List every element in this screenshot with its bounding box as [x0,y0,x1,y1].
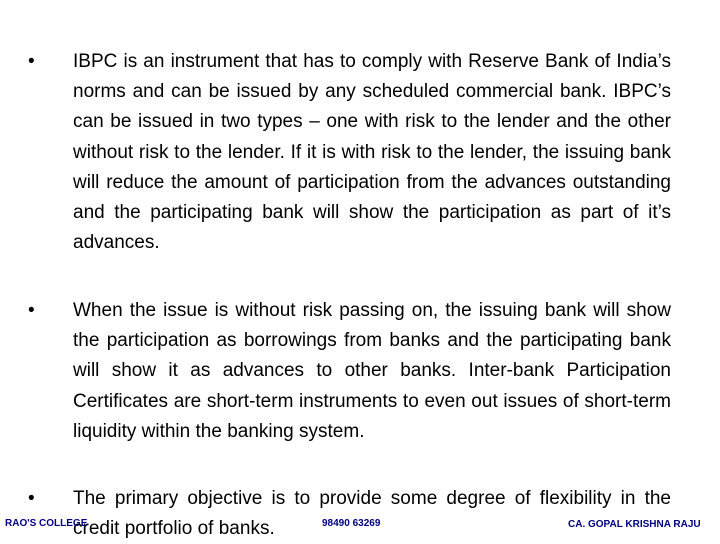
footer-college-name: RAO'S COLLEGE [5,518,88,529]
bullet-text: IBPC is an instrument that has to comply with Reserve Bank of India’s norms and can be issued by any scheduled commercial bank. IBPC’s can be issued in two types – one with risk to the lender and the other without risk to the lender. If it is with risk to the lender, the issuing bank will reduce the amount of participation from the advances outstanding and the participating bank will show the participation as part of it’s advances. [73,51,671,254]
footer-phone-number: 98490 63269 [322,518,381,529]
bullet-text: The primary objective is to provide some degree of flexibility in the credit portfolio of banks. [73,488,671,540]
bullet-marker: • [28,488,35,509]
bullet-marker: • [28,51,35,72]
bullet-marker: • [28,300,35,321]
bullet-text: When the issue is without risk passing on, the issuing bank will show the participation as borrowings from banks and the participating bank will show it as advances to other banks. Inter-bank Participation Certificates are short-term instruments to even out issues of short-term liquidity within the banking system. [73,300,671,442]
footer-author-name: CA. GOPAL KRISHNA RAJU [568,519,701,530]
